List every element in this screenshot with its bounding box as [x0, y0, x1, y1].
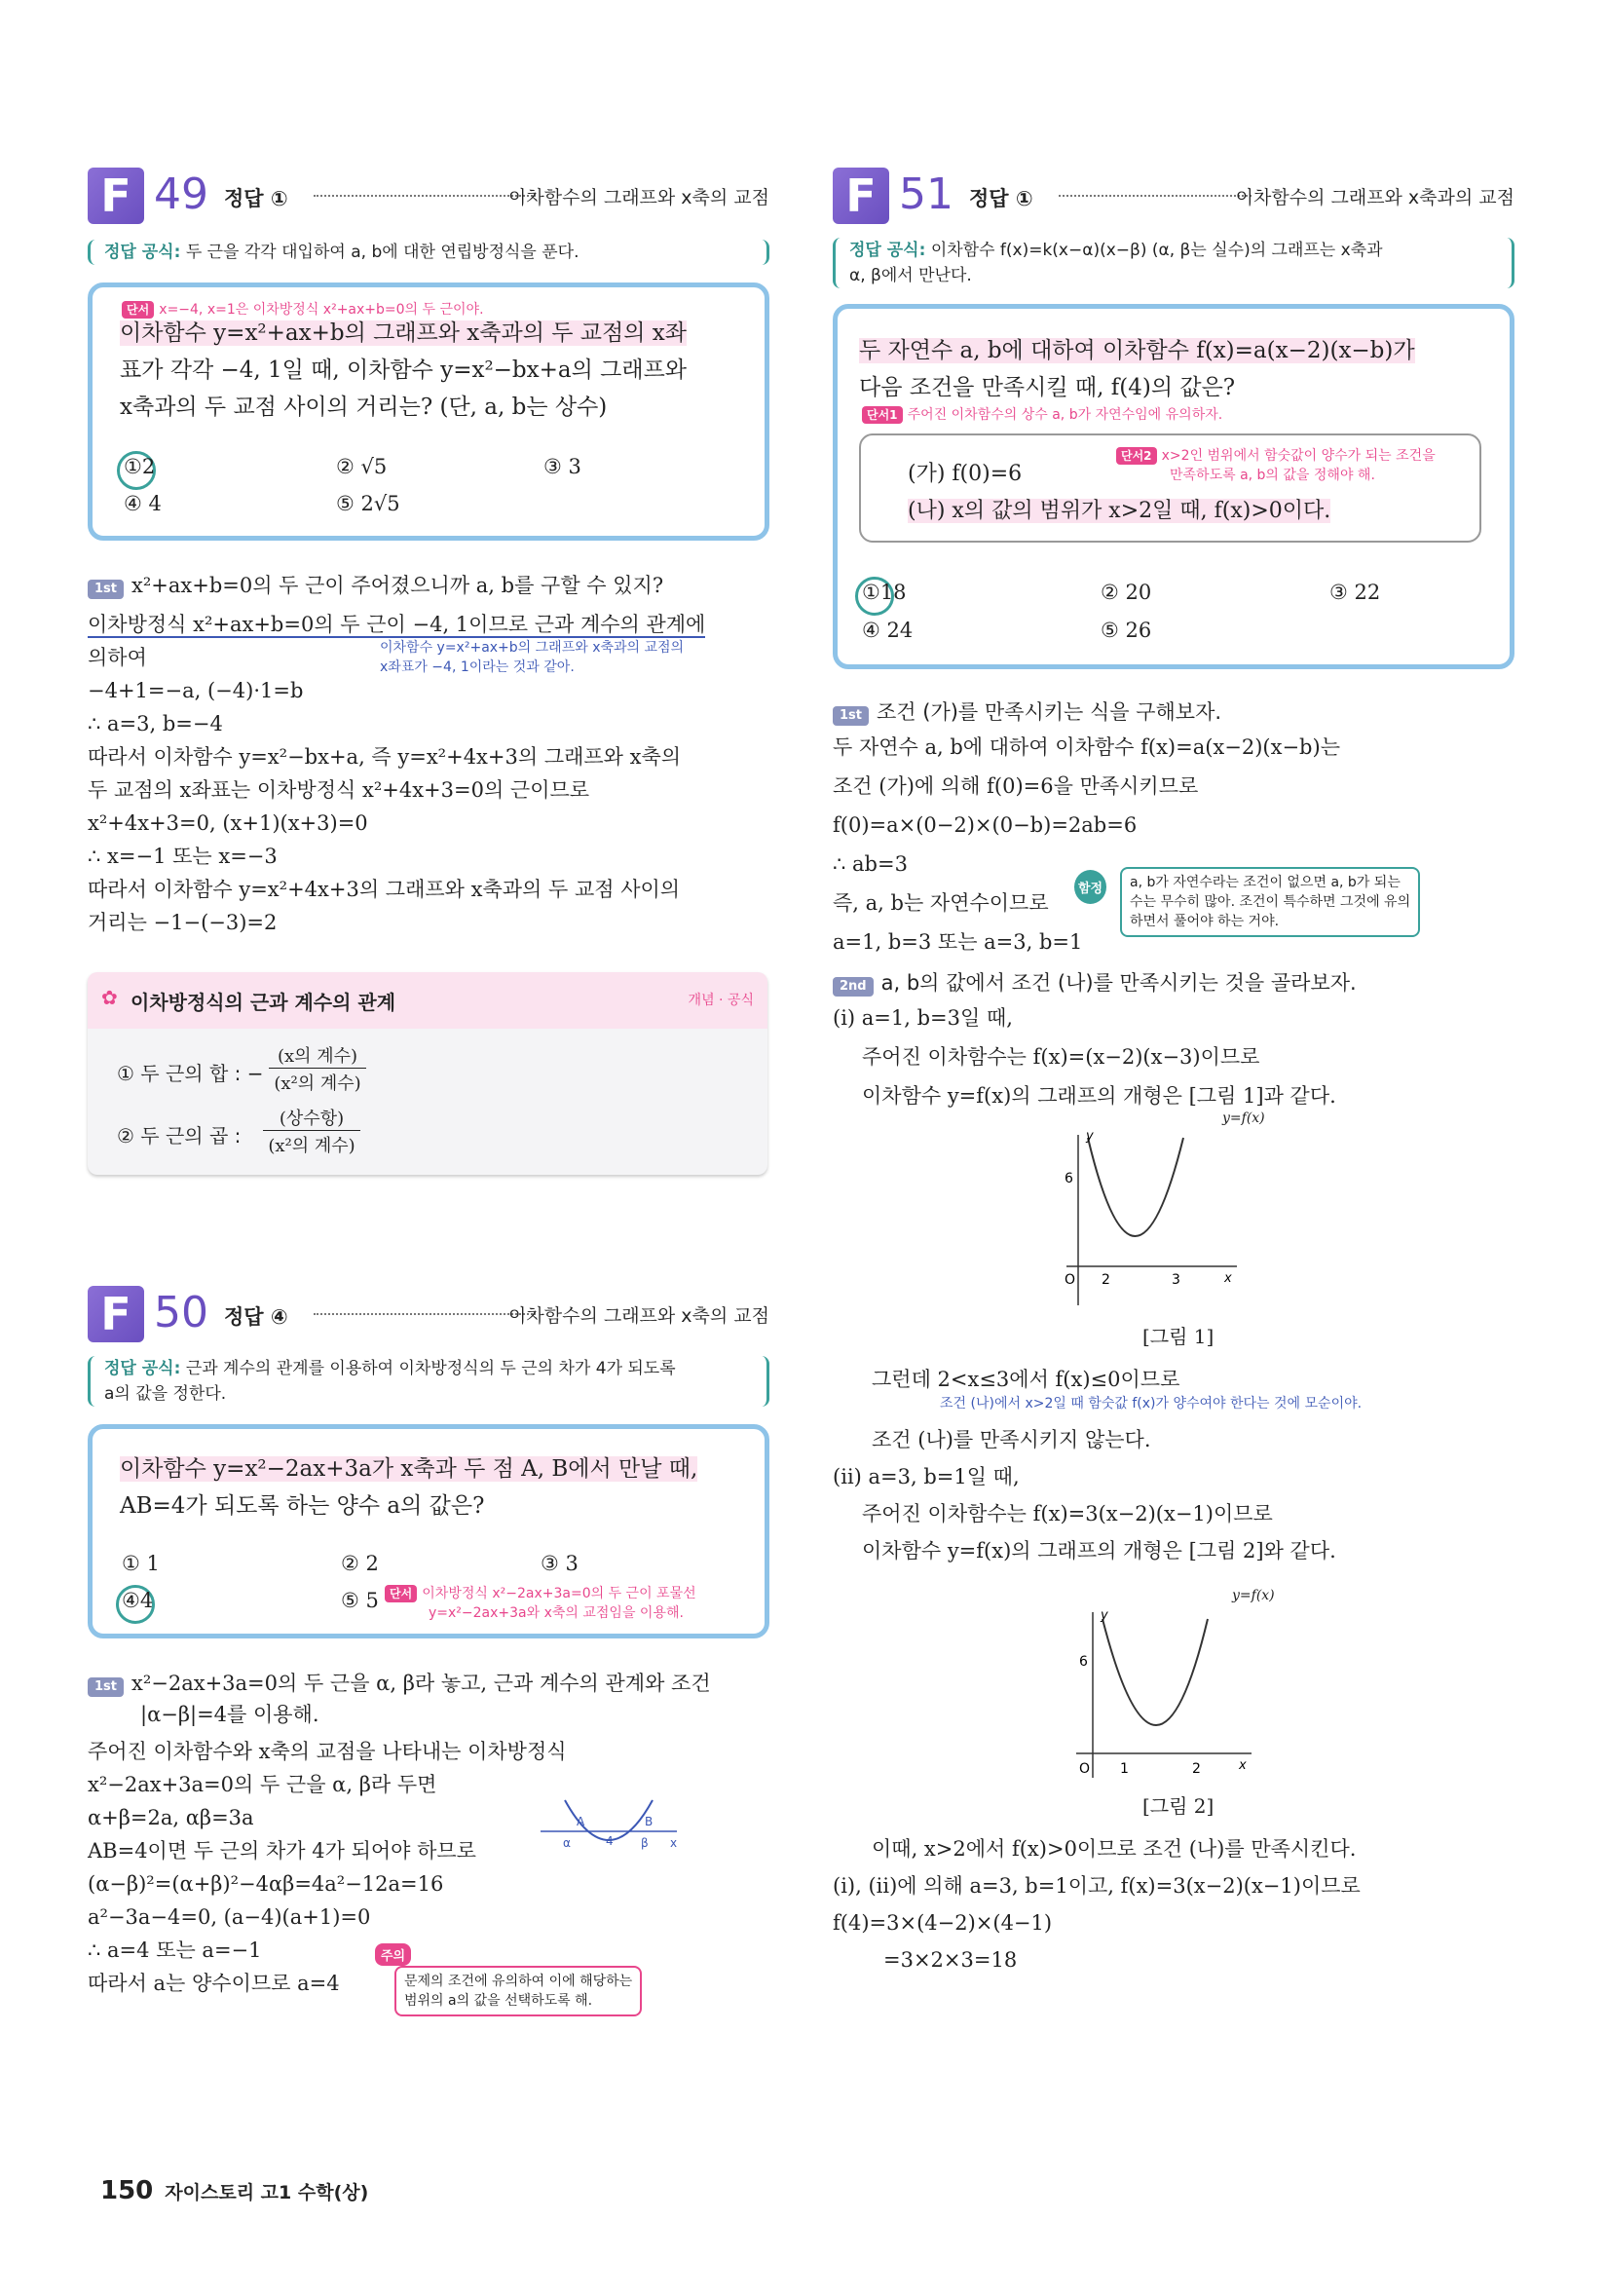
step-badge: 1st	[88, 580, 124, 599]
graph-2-function-label: y=f(x)	[1232, 1588, 1275, 1603]
choice-3[interactable]: ③ 3	[543, 455, 581, 478]
solution-line: 그런데 2<x≤3에서 f(x)≤0이므로	[872, 1368, 1180, 1391]
origin-label: O	[1079, 1761, 1091, 1777]
question-line-2: 다음 조건을 만족시킬 때, f(4)의 값은?	[859, 375, 1236, 400]
question-text	[120, 315, 687, 426]
solution-line: 즉, a, b는 자연수이므로	[833, 891, 1049, 915]
leader-dots	[314, 195, 536, 197]
choice-2[interactable]: ② 2	[341, 1552, 379, 1575]
condition-na: (나) x의 값의 범위가 x>2일 때, f(x)>0이다.	[908, 499, 1331, 523]
solution-line: 따라서 이차함수 y=x²+4x+3의 그래프와 x축과의 두 교점 사이의	[88, 878, 681, 901]
problem-number: 51	[899, 169, 953, 219]
step-row: 1st x²+ax+b=0의 두 근이 주어졌으니까 a, b를 구할 수 있지?	[88, 570, 663, 601]
question-text	[120, 1450, 697, 1524]
choice-5[interactable]: ⑤ 26	[1101, 619, 1152, 642]
solution-line: 이때, x>2에서 f(x)>0이므로 조건 (나)를 만족시킨다.	[872, 1837, 1357, 1861]
solution-line: x²+4x+3=0, (x+1)(x+3)=0	[88, 811, 368, 835]
question-line-1: 이차함수 y=x²+ax+b의 그래프와 x축과의 두 교점의 x좌	[120, 320, 687, 346]
solution-line: x²−2ax+3a=0의 두 근을 α, β라 두면	[88, 1773, 437, 1796]
beta-label: β	[641, 1836, 649, 1850]
graph-2	[1071, 1598, 1256, 1792]
step-row: 1st 조건 (가)를 만족시키는 식을 구해보자.	[833, 696, 1221, 728]
graph-1	[1057, 1120, 1242, 1325]
graph-2-caption: [그림 2]	[1142, 1794, 1215, 1818]
product-label: ② 두 근의 곱 :	[117, 1124, 242, 1148]
solution-line: 두 교점의 x좌표는 이차방정식 x²+4x+3=0의 근이므로	[88, 778, 590, 802]
solution-line: 따라서 a는 양수이므로 a=4	[88, 1972, 340, 1995]
trap-tag: 함정	[1074, 870, 1106, 904]
alpha-label: α	[563, 1836, 571, 1850]
solution-line: 거리는 −1−(−3)=2	[88, 911, 278, 934]
question-line-3: x축과의 두 교점 사이의 거리는? (단, a, b는 상수)	[120, 395, 608, 420]
answer-label: 정답 ④	[224, 1305, 288, 1329]
concept-title: 이차방정식의 근과 계수의 관계	[131, 991, 396, 1014]
solution-line: a=1, b=3 또는 a=3, b=1	[833, 930, 1083, 954]
solution-line: 주어진 이차함수는 f(x)=3(x−2)(x−1)이므로	[862, 1502, 1273, 1525]
margin-note: 이차함수 y=x²+ax+b의 그래프와 x축과의 교점의 x좌표가 −4, 1이라는 것과 같아.	[380, 640, 685, 675]
solution-line: (ⅰ), (ⅱ)에 의해 a=3, b=1이고, f(x)=3(x−2)(x−1)이므로	[833, 1874, 1361, 1898]
solution-line: f(4)=3×(4−2)×(4−1)	[833, 1911, 1053, 1935]
product-numerator: (상수항)	[263, 1105, 360, 1131]
choice-1[interactable]: ①18	[862, 581, 907, 604]
hint2-text: 만족하도록 a, b의 값을 정해야 해.	[1170, 468, 1375, 483]
y-intercept-label: 6	[1079, 1654, 1088, 1670]
question-box	[88, 282, 769, 541]
graph-1-caption: [그림 1]	[1142, 1325, 1215, 1348]
choice-3[interactable]: ③ 3	[541, 1552, 579, 1575]
solution-line: 주어진 이차함수와 x축의 교점을 나타내는 이차방정식	[88, 1740, 567, 1763]
hint1-row: 단서1 주어진 이차함수의 상수 a, b가 자연수임에 유의하자.	[862, 404, 1222, 424]
solution-line: −4+1=−a, (−4)·1=b	[88, 679, 304, 702]
page-footer	[100, 2176, 368, 2205]
y-intercept-label: 6	[1065, 1171, 1073, 1186]
step-row: 2nd a, b의 값에서 조건 (나)를 만족시키는 것을 골라보자.	[833, 967, 1357, 998]
formula-box: 정답 공식: 근과 계수의 관계를 이용하여 이차방정식의 두 근의 차가 4가 되도록 a의 값을 정한다.	[88, 1356, 769, 1407]
formula-box: 정답 공식: 이차함수 f(x)=k(x−α)(x−β) (α, β는 실수)의 그래프는 x축과 α, β에서 만난다.	[833, 238, 1514, 288]
answer-label: 정답 ①	[969, 187, 1033, 210]
sum-label: ① 두 근의 합 : −	[117, 1062, 264, 1085]
solution-line: (α−β)²=(α+β)²−4αβ=4a²−12a=16	[88, 1872, 444, 1896]
choice-3[interactable]: ③ 22	[1329, 581, 1381, 604]
choice-5[interactable]: ⑤ 2√5	[336, 492, 400, 515]
book-title: 자이스토리 고1 수학(상)	[165, 2182, 369, 2203]
origin-label: O	[1065, 1272, 1076, 1288]
step-row: 1st x²−2ax+3a=0의 두 근을 α, β라 놓고, 근과 계수의 관계와 조건	[88, 1668, 711, 1699]
condition-ga: (가) f(0)=6	[908, 462, 1023, 486]
problem-number: 50	[154, 1288, 208, 1337]
solution-line: =3×2×3=18	[883, 1948, 1018, 1972]
leader-dots	[1059, 195, 1252, 197]
solution-line: ∴ x=−1 또는 x=−3	[88, 845, 278, 868]
distance-label: 4	[606, 1834, 614, 1848]
step-text-2: |α−β|=4를 이용해.	[140, 1703, 319, 1726]
problem-50-header	[88, 1286, 769, 1340]
solution-line: f(0)=a×(0−2)×(0−b)=2ab=6	[833, 813, 1138, 837]
topic-label: 이차함수의 그래프와 x축의 교점	[508, 1305, 769, 1327]
point-b-label: B	[645, 1815, 654, 1828]
root-2-label: 2	[1192, 1761, 1201, 1777]
topic-label: 이차함수의 그래프와 x축의 교점	[508, 187, 769, 208]
solution-line: (ⅱ) a=3, b=1일 때,	[833, 1465, 1020, 1488]
x-axis-label: x	[670, 1836, 678, 1850]
answer-label: 정답 ①	[224, 187, 288, 210]
choice-1[interactable]: ①2	[124, 455, 156, 478]
question-box	[88, 1424, 769, 1638]
choice-4[interactable]: ④4	[122, 1589, 154, 1612]
x-axis-label: x	[1239, 1758, 1247, 1773]
margin-note: 조건 (나)에서 x>2일 때 함숫값 f(x)가 양수여야 한다는 것에 모순이야.	[940, 1396, 1363, 1411]
choice-1[interactable]: ① 1	[122, 1552, 160, 1575]
problem-number: 49	[154, 169, 208, 219]
root-1-label: 2	[1102, 1272, 1110, 1288]
topic-label: 이차함수의 그래프와 x축과의 교점	[1235, 187, 1514, 208]
solution-line: 두 자연수 a, b에 대하여 이차함수 f(x)=a(x−2)(x−b)는	[833, 735, 1340, 759]
solution-line: α+β=2a, αβ=3a	[88, 1806, 254, 1829]
hint-row: 단서 이차방정식 x²−2ax+3a=0의 두 근이 포물선	[385, 1583, 696, 1602]
solution-line: (ⅰ) a=1, b=3일 때,	[833, 1006, 1013, 1030]
solution-line: 조건 (나)를 만족시키지 않는다.	[872, 1428, 1151, 1451]
solution-line: 주어진 이차함수는 f(x)=(x−2)(x−3)이므로	[862, 1045, 1260, 1069]
formula-label: 정답 공식:	[104, 243, 181, 262]
warning-bubble: 문제의 조건에 유의하여 이에 해당하는 범위의 a의 값을 선택하도록 해.	[394, 1966, 642, 2016]
trap-bubble: a, b가 자연수라는 조건이 없으면 a, b가 되는 수는 무수히 많아. 조건이 특수하면 그것에 유의 하면서 풀어야 하는 거야.	[1120, 867, 1420, 937]
choice-4[interactable]: ④ 4	[124, 492, 162, 515]
product-denominator: (x²의 계수)	[268, 1136, 355, 1156]
question-line-2: 표가 각각 −4, 1일 때, 이차함수 y=x²−bx+a의 그래프와	[120, 358, 688, 383]
choice-2[interactable]: ② 20	[1101, 581, 1152, 604]
hint-text: x=−4, x=1은 이차방정식 x²+ax+b=0의 두 근이야.	[159, 302, 484, 318]
sum-numerator: (x의 계수)	[269, 1042, 366, 1069]
condition-box	[859, 433, 1481, 543]
question-line-2: AB=4가 되도록 하는 양수 a의 값은?	[120, 1493, 485, 1519]
choice-2[interactable]: ② √5	[336, 455, 388, 478]
hint-text: y=x²−2ax+3a와 x축의 교점임을 이용해.	[429, 1605, 684, 1621]
choice-4[interactable]: ④ 24	[862, 619, 914, 642]
sum-denominator: (x²의 계수)	[274, 1073, 361, 1094]
root-1-label: 1	[1120, 1761, 1129, 1777]
problem-51-header	[833, 168, 1514, 222]
concept-tag: 개념 · 공식	[688, 993, 754, 1008]
parabola-figure	[536, 1792, 682, 1861]
hint-tag: 단서	[122, 301, 154, 319]
solution-line: ∴ a=3, b=−4	[88, 712, 223, 735]
warning-tag: 주의	[375, 1943, 411, 1966]
solution-line: 이차함수 y=f(x)의 그래프의 개형은 [그림 2]와 같다.	[862, 1539, 1336, 1562]
hint2-row: 단서2 x>2인 범위에서 함숫값이 양수가 되는 조건을	[1116, 445, 1436, 465]
leader-dots	[314, 1313, 536, 1315]
solution-line: ∴ ab=3	[833, 852, 908, 876]
problem-letter-badge: F	[88, 1286, 144, 1342]
question-box	[833, 304, 1514, 669]
point-a-label: A	[577, 1815, 585, 1828]
flower-icon: ✿	[101, 986, 118, 1009]
question-text	[859, 332, 1415, 406]
solution-line: a²−3a−4=0, (a−4)(a+1)=0	[88, 1905, 371, 1929]
solution-line: 이차방정식 x²+ax+b=0의 두 근이 −4, 1이므로 근과 계수의 관계에	[88, 613, 706, 636]
solution-line: 따라서 이차함수 y=x²−bx+a, 즉 y=x²+4x+3의 그래프와 x축의	[88, 745, 682, 769]
page-number: 150	[100, 2176, 154, 2205]
solution-line: 조건 (가)에 의해 f(0)=6을 만족시키므로	[833, 774, 1199, 798]
problem-49-header	[88, 168, 769, 222]
solution-line: ∴ a=4 또는 a=−1	[88, 1938, 262, 1962]
x-axis-label: x	[1224, 1271, 1232, 1286]
choice-5[interactable]: ⑤ 5	[341, 1589, 379, 1612]
concept-box	[88, 972, 767, 1175]
question-line-1: 이차함수 y=x²−2ax+3a가 x축과 두 점 A, B에서 만날 때,	[120, 1456, 698, 1482]
formula-box	[88, 240, 769, 265]
problem-letter-badge: F	[833, 168, 889, 224]
y-axis-label: y	[1101, 1608, 1108, 1623]
solution-line: 의하여	[88, 646, 147, 669]
graph-1-function-label: y=f(x)	[1222, 1110, 1265, 1126]
root-2-label: 3	[1172, 1272, 1180, 1288]
problem-letter-badge: F	[88, 168, 144, 224]
solution-line: 이차함수 y=f(x)의 그래프의 개형은 [그림 1]과 같다.	[862, 1084, 1336, 1108]
solution-line: AB=4이면 두 근의 차가 4가 되어야 하므로	[88, 1839, 476, 1863]
y-axis-label: y	[1086, 1129, 1094, 1144]
question-line-1: 두 자연수 a, b에 대하여 이차함수 f(x)=a(x−2)(x−b)가	[859, 338, 1415, 363]
formula-text: 두 근을 각각 대입하여 a, b에 대한 연립방정식을 푼다.	[185, 243, 579, 262]
